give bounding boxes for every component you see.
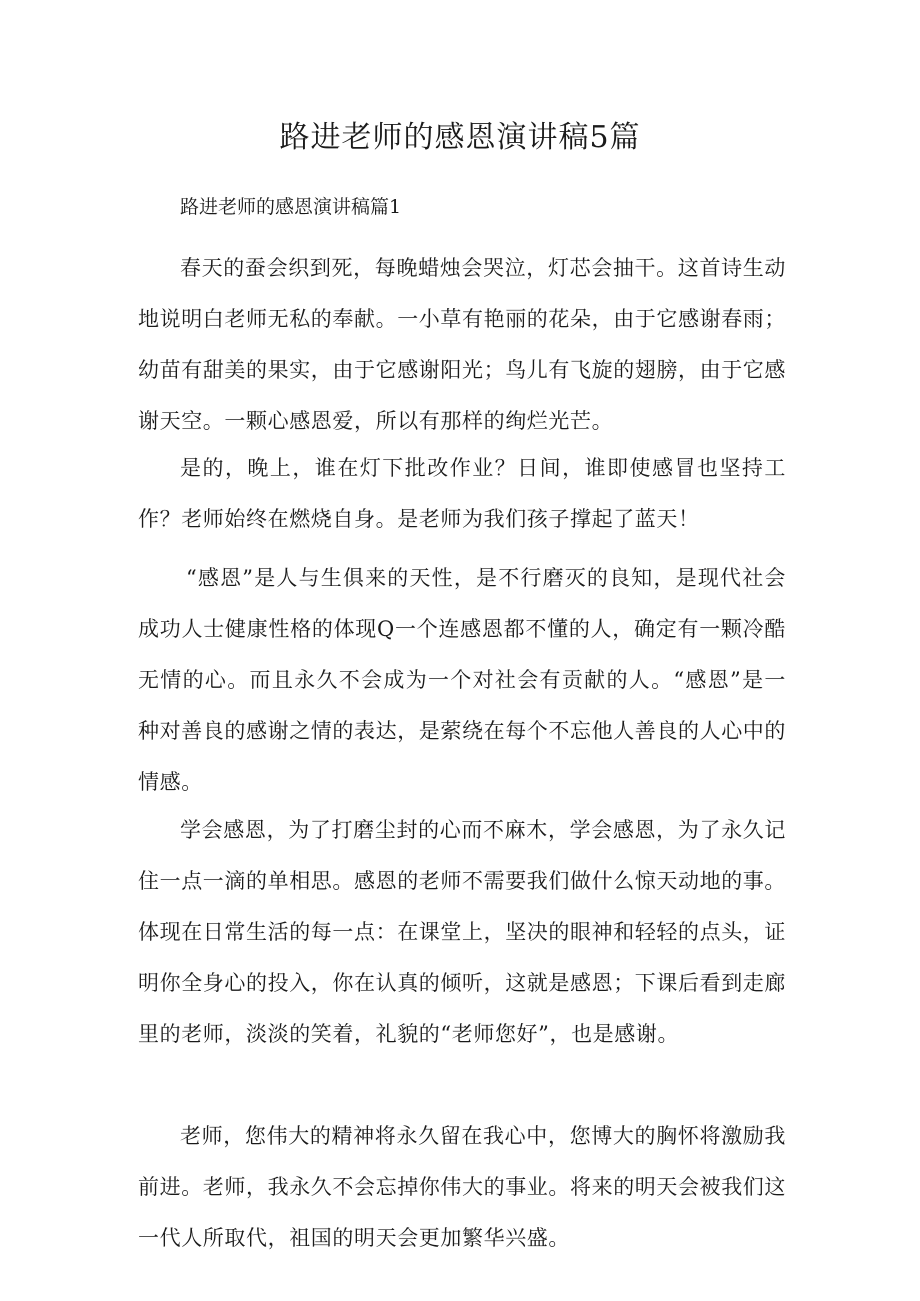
paragraph-1: 春天的蚕会织到死，每晚蜡烛会哭泣，灯芯会抽干。这首诗生动地说明白老师无私的奉献。一小草有艳丽的花朵，由于它感谢春雨；幼苗有甜美的果实，由于它感谢阳光；鸟儿有飞旋的翅膀，由于它感谢天空。一颗心感恩爱，所以有那样的绚烂光芒。 [138,256,786,433]
paragraph-5: 老师，您伟大的精神将永久留在我心中，您博大的胸怀将激励我前进。老师，我永久不会忘掉你伟大的事业。将来的明天会被我们这一代人所取代，祖国的明天会更加繁华兴盛。 [138,1124,786,1250]
document-title: 路进老师的感恩演讲稿5篇 [279,120,641,155]
section-heading: 路进老师的感恩演讲稿篇1 [180,196,402,218]
paragraph-3: “感恩”是人与生俱来的天性，是不行磨灭的良知，是现代社会成功人士健康性格的体现Q一个连感恩都不懂的人，确定有一颗冷酷无情的心。而且永久不会成为一个对社会有贡献的人。“感恩”是一种对善良的感谢之情的表达，是萦绕在每个不忘他人善良的人心中的情感。 [138,566,786,794]
paragraph-2: 是的，晚上，谁在灯下批改作业？日间，谁即使感冒也坚持工作？老师始终在燃烧自身。是老师为我们孩子撑起了蓝天！ [138,456,786,531]
paragraph-4: 学会感恩，为了打磨尘封的心而不麻木，学会感恩，为了永久记住一点一滴的单相思。感恩的老师不需要我们做什么惊天动地的事。体现在日常生活的每一点：在课堂上，坚决的眼神和轻轻的点头，证明你全身心的投入，你在认真的倾听，这就是感恩；下课后看到走廊里的老师，淡淡的笑着，礼貌的“老师您好”，也是感谢。 [138,818,786,1046]
